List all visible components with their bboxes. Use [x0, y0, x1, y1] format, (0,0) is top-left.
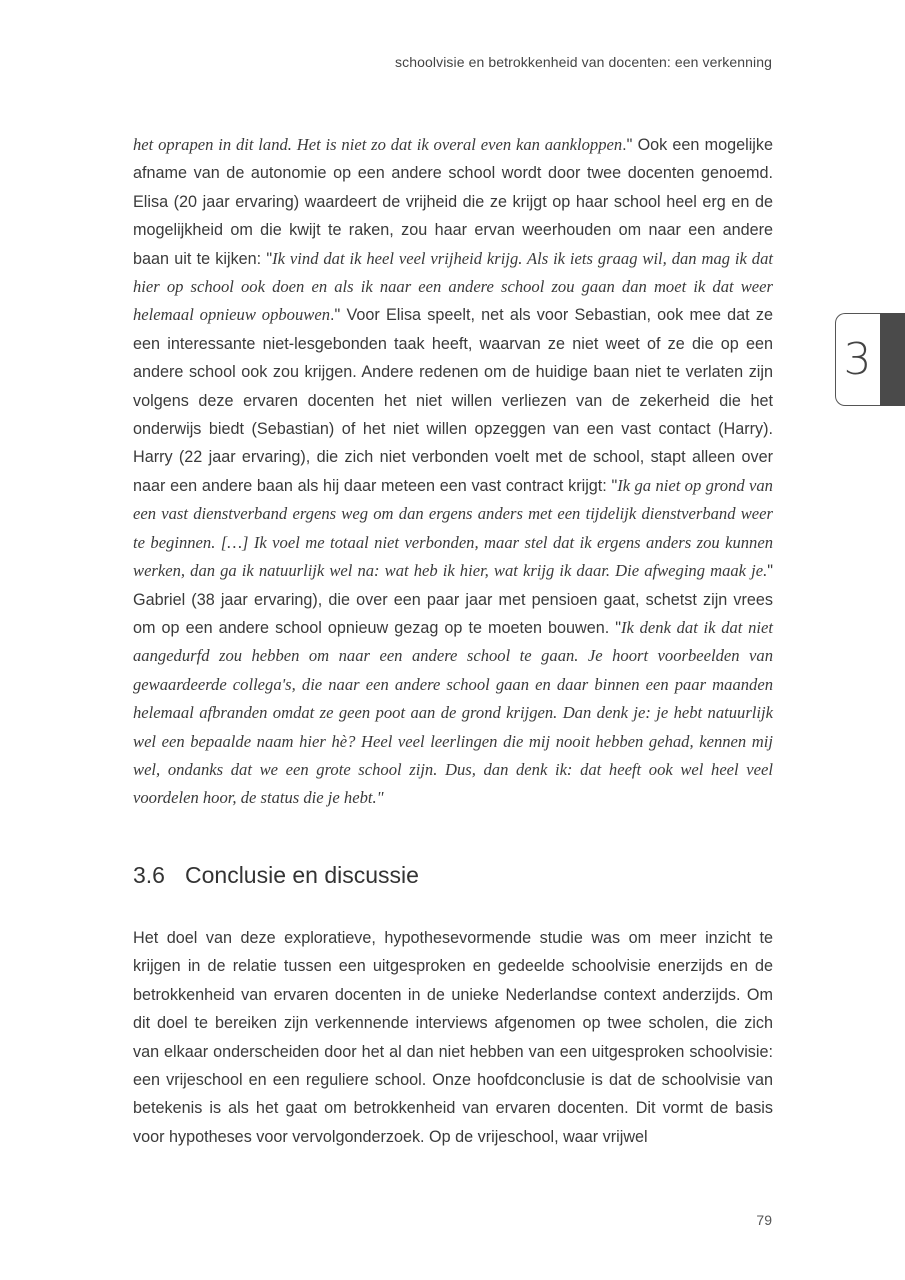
chapter-tab-bar [880, 313, 905, 406]
body-text-run: " Gabriel (38 jaar ervaring), die over een paar jaar met pensioen gaat, schetst zijn vrees om op een andere school opnieuw gezag op te moeten bouwen. " [133, 562, 773, 637]
section-title: Conclusie en discussie [185, 862, 419, 888]
page-number: 79 [756, 1212, 772, 1228]
section-number: 3.6 [133, 862, 165, 888]
body-paragraph-1 [133, 131, 773, 813]
body-text-run: ." Ook een mogelijke afname van de autonomie op een andere school wordt door twee docenten genoemd. Elisa (20 jaar ervaring) waardeert de vrijheid die ze krijgt op haar school heel erg en de mogelijkheid om die kwijt te raken, zou haar ervan weerhouden om naar een andere baan uit te kijken: " [133, 136, 773, 268]
quote-text: Ik denk dat ik dat niet aangedurfd zou hebben om naar een andere school te gaan. Je hoort voorbeelden van gewaardeerde collega's, die naar een andere school gaan en daar binnen een paar maanden helemaal afbranden omdat ze geen poot aan de grond krijgen. Dan denk je: je hebt natuurlijk wel een bepaalde naam hier hè? Heel veel leerlingen die mij nooit hebben gehad, kennen mij wel, ondanks dat we een grote school zijn. Dus, dan denk ik: dat heeft ook wel heel veel voordelen hoor, de status die je hebt." [133, 617, 773, 808]
running-head: schoolvisie en betrokkenheid van docenten: een verkenning [395, 54, 772, 70]
quote-text: het oprapen in dit land. Het is niet zo dat ik overal even kan aankloppen [133, 135, 623, 154]
chapter-number: 3 [843, 334, 872, 385]
body-paragraph-2: Het doel van deze exploratieve, hypothesevormende studie was om meer inzicht te krijgen in de relatie tussen een uitgesproken en gedeelde schoolvisie enerzijds en de betrokkenheid van ervaren docenten in de unieke Nederlandse context anderzijds. Om dit doel te bereiken zijn verkennende interviews afgenomen op twee scholen, die zich van elkaar onderscheiden door het al dan niet hebben van een uitgesproken schoolvisie: een vrijeschool en een reguliere school. Onze hoofdconclusie is dat de schoolvisie van betekenis is als het gaat om betrokkenheid van ervaren docenten. Dit vormt de basis voor hypotheses voor vervolgonderzoek. Op de vrijeschool, waar vrijwel [133, 929, 773, 1146]
quote-text: Ik ga niet op grond van een vast dienstverband ergens weg om dan ergens anders met een tijdelijk dienstverband weer te beginnen. […] Ik voel me totaal niet verbonden, maar stel dat ik ergens anders zou kunnen werken, dan ga ik natuurlijk wel na: wat heb ik hier, wat krijg ik daar. Die afweging maak je. [133, 475, 773, 581]
section-heading [133, 862, 419, 889]
quote-text: Ik vind dat ik heel veel vrijheid krijg. Als ik iets graag wil, dan mag ik dat hier op school ook doen en als ik naar een andere school zou gaan dan moet ik dat weer helemaal opnieuw opbouwen [133, 248, 773, 325]
body-text-run: ." Voor Elisa speelt, net als voor Sebastian, ook mee dat ze een interessante niet-lesgebonden taak heeft, waarvan ze niet weet of ze die op een andere school ook zou krijgen. Andere redenen om de huidige baan niet te verlaten zijn volgens deze ervaren docenten het niet willen verliezen van de zekerheid die het onderwijs biedt (Sebastian) of het niet willen opzeggen van een vast contact (Harry). Harry (22 jaar ervaring), die zich niet verbonden voelt met de school, stapt alleen over naar een andere baan als hij daar meteen een vast contract krijgt: " [133, 306, 773, 495]
